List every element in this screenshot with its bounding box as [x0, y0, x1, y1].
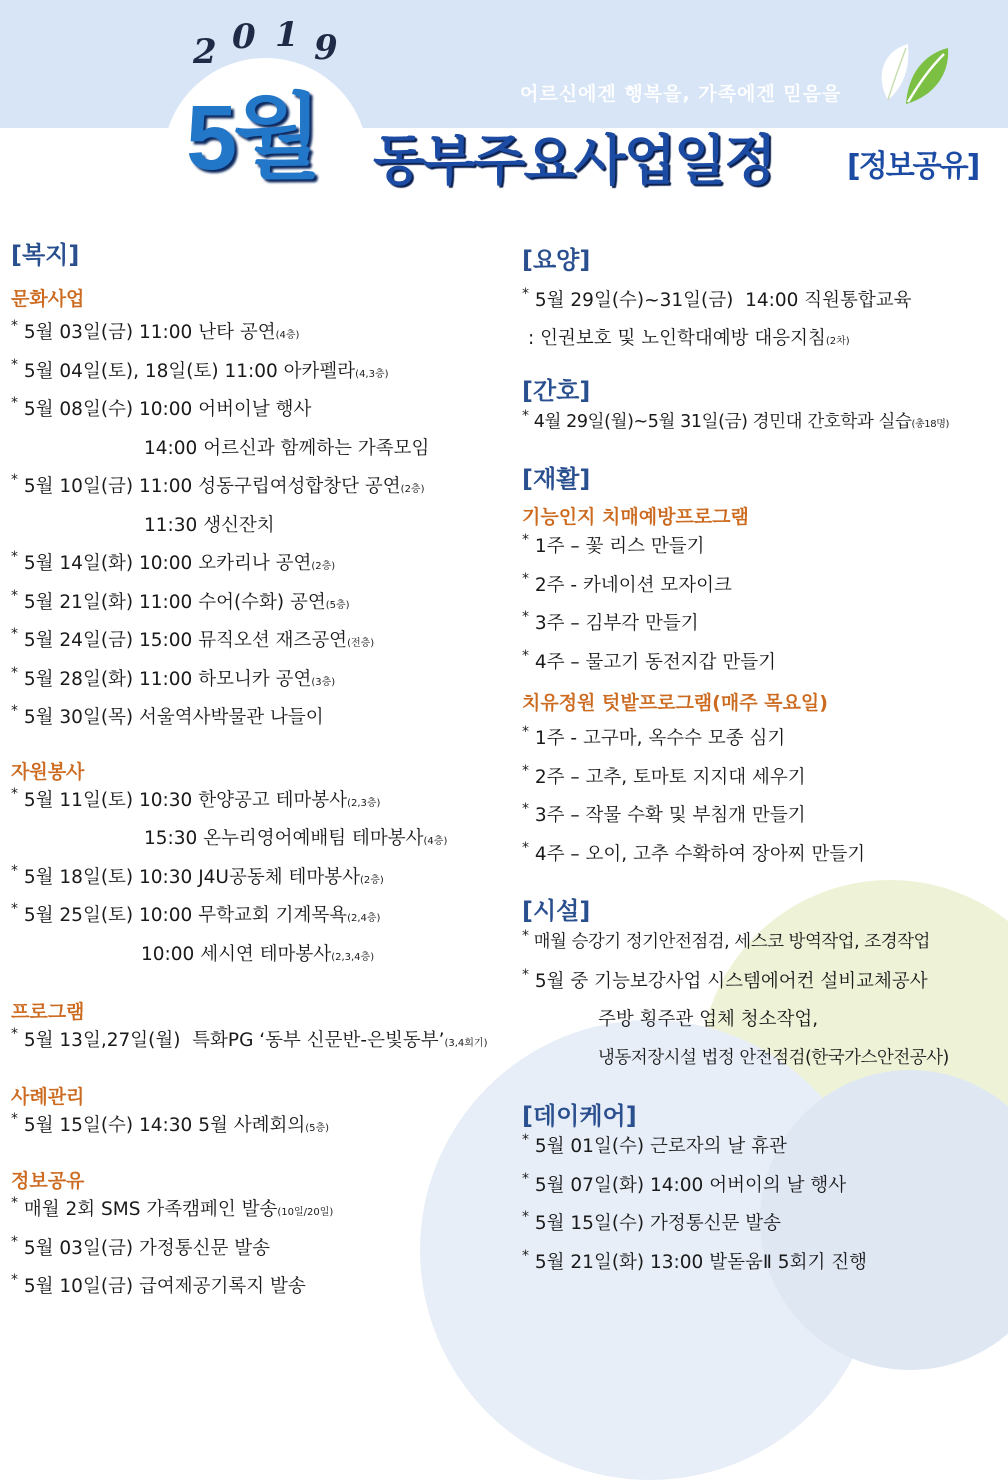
list-item: * 5월 13일,27일(월) 특화PG ‘동부 신문반-은빛동부’(3,4회기): [11, 1026, 488, 1051]
list-item: * 4월 29일(월)~5월 31일(금) 경민대 간호학과 실습(총18명): [522, 408, 949, 432]
list-item: * 5월 11일(토) 10:30 한양공고 테마봉사(2,3층): [11, 785, 381, 811]
left-column: [11, 236, 501, 1311]
list-item: * 5월 18일(토) 10:30 J4U공동체 테마봉사(2층): [11, 862, 384, 888]
list-item: 11:30 생신잔치: [144, 514, 275, 536]
list-item: : 인권보호 및 노인학대예방 대응지침(2차): [528, 328, 850, 349]
list-item: * 매월 승강기 정기안전점검, 세스코 방역작업, 조경작업: [522, 928, 930, 952]
list-item: * 5월 10일(금) 11:00 성동구립여성합창단 공연(2층): [11, 472, 425, 497]
list-item: 10:00 세시연 테마봉사(2,3,4층): [141, 943, 375, 965]
list-item: * 1주 – 꽃 리스 만들기: [522, 532, 705, 557]
list-item: * 3주 – 김부각 만들기: [522, 609, 699, 634]
list-item: * 5월 15일(수) 가정통신문 발송: [522, 1209, 781, 1234]
leaf-icon: [868, 40, 952, 108]
year-digit: 0: [232, 17, 256, 57]
list-item: * 5월 14일(화) 10:00 오카리나 공연(2층): [11, 549, 336, 574]
right-column: [522, 242, 1006, 1286]
section-heading-nursing: [간호]: [522, 377, 591, 405]
page-subtitle: [정보공유]: [847, 149, 979, 184]
section-heading-welfare: [복지]: [11, 241, 80, 269]
section-heading-facility: [시설]: [522, 897, 591, 925]
month-title: 5월: [186, 87, 319, 189]
section-heading-care: [요양]: [522, 246, 591, 274]
list-item: * 5월 01일(수) 근로자의 날 휴관: [522, 1132, 787, 1157]
list-item: * 5월 29일(수)~31일(금) 14:00 직원통합교육: [522, 286, 912, 311]
list-item: * 5월 10일(금) 급여제공기록지 발송: [11, 1272, 306, 1297]
section-heading-daycare: [데이케어]: [522, 1102, 637, 1130]
list-item: 냉동저장시설 법정 안전점검(한국가스안전공사): [598, 1047, 949, 1068]
list-item: * 4주 – 물고기 동전지갑 만들기: [522, 647, 777, 673]
list-item: * 5월 21일(화) 13:00 발돋움Ⅱ 5회기 진행: [522, 1247, 867, 1273]
list-item: * 5월 중 기능보강사업 시스템에어컨 설비교체공사: [522, 966, 928, 992]
subsection-culture: 문화사업: [11, 288, 85, 310]
list-item: * 2주 - 카네이션 모자이크: [522, 570, 732, 596]
list-item: * 5월 21일(화) 11:00 수어(수화) 공연(5층): [11, 587, 350, 613]
subsection-case: 사례관리: [11, 1085, 85, 1108]
list-item: * 5월 03일(금) 가정통신문 발송: [11, 1233, 270, 1259]
subsection-garden: 치유정원 텃밭프로그램(매주 목요일): [522, 692, 828, 714]
list-item: * 5월 04일(토), 18일(토) 11:00 아카펠라(4,3층): [11, 356, 389, 382]
list-item: * 5월 24일(금) 15:00 뮤직오션 재즈공연(전층): [11, 626, 375, 651]
subsection-program: 프로그램: [11, 1001, 85, 1023]
list-item: * 2주 – 고추, 토마토 지지대 세우기: [522, 762, 806, 788]
slogan: 어르신에겐 행복을, 가족에겐 믿음을: [520, 83, 842, 105]
list-item: * 4주 – 오이, 고추 수확하여 장아찌 만들기: [522, 839, 866, 865]
volunteer-list: [11, 786, 501, 979]
list-item: * 1주 - 고구마, 옥수수 모종 심기: [522, 724, 786, 749]
year-digit: 1: [275, 15, 299, 55]
info-list: [11, 1195, 501, 1311]
culture-list: [11, 318, 501, 742]
list-item: * 5월 30일(목) 서울역사박물관 나들이: [11, 703, 324, 728]
subsection-volunteer: 자원봉사: [11, 760, 85, 783]
list-item: * 3주 – 작물 수확 및 부침개 만들기: [522, 801, 806, 826]
list-item: * 5월 08일(수) 10:00 어버이날 행사: [11, 395, 312, 420]
list-item: 14:00 어르신과 함께하는 가족모임: [144, 437, 430, 459]
list-item: * 5월 28일(화) 11:00 하모니카 공연(3층): [11, 664, 336, 690]
case-list: [11, 1111, 501, 1150]
list-item: 15:30 온누리영어예배팀 테마봉사(4층): [144, 828, 448, 849]
year-digit: 9: [314, 28, 338, 68]
list-item: * 매월 2회 SMS 가족캠페인 발송(10일/20일): [11, 1195, 334, 1220]
list-item: * 5월 25일(토) 10:00 무학교회 기계목욕(2,4층): [11, 901, 381, 926]
list-item: 주방 횡주관 업체 청소작업,: [598, 1009, 819, 1030]
list-item: * 5월 03일(금) 11:00 난타 공연(4층): [11, 318, 300, 343]
list-item: * 5월 07일(화) 14:00 어버이의 날 행사: [522, 1170, 847, 1196]
page-title: 동부주요사업일정: [373, 129, 775, 192]
section-heading-rehab: [재활]: [522, 465, 591, 493]
header-band: [0, 0, 1008, 128]
year-digit: 2: [193, 32, 217, 72]
subsection-info: 정보공유: [11, 1170, 85, 1192]
list-item: * 5월 15일(수) 14:30 5월 사례회의(5층): [11, 1110, 330, 1136]
subsection-cognitive: 기능인지 치매예방프로그램: [522, 506, 749, 528]
program-list: [11, 1026, 501, 1065]
